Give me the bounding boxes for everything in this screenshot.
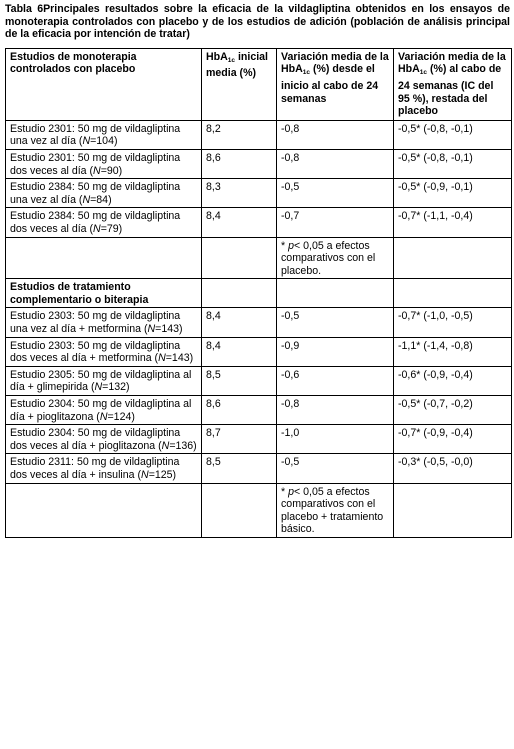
baseline-cell-value: 8,6 (206, 151, 221, 164)
change-cell (277, 396, 394, 425)
baseline-cell (202, 454, 277, 483)
study-description: Estudio 2304: 50 mg de vildagliptina al día + pioglitazona ( (10, 398, 192, 423)
diff-cell-value: -0,3* (-0,5, -0,0) (398, 456, 473, 469)
baseline-cell (202, 425, 277, 454)
n-value: =90) (100, 164, 123, 177)
empty-cell (202, 483, 277, 537)
header-change-sub: 1c (302, 69, 311, 77)
table-header-row (6, 48, 512, 120)
footnote-p: p (288, 239, 294, 252)
empty-cell (6, 237, 202, 279)
footnote-row (6, 237, 512, 279)
study-cell (6, 366, 202, 395)
study-description: Estudio 2384: 50 mg de vildagliptina dos veces al día ( (10, 210, 181, 235)
header-study-column (6, 48, 202, 120)
n-value: =124) (107, 410, 135, 423)
change-cell (277, 179, 394, 208)
footnote-p: p (288, 485, 294, 498)
change-cell-value: -0,9 (281, 339, 300, 352)
study-cell (6, 425, 202, 454)
header-baseline-column (202, 48, 277, 120)
n-value: =136) (169, 439, 197, 452)
study-cell (6, 208, 202, 237)
diff-cell (394, 208, 512, 237)
table-row (6, 425, 512, 454)
diff-cell (394, 366, 512, 395)
diff-cell-value: -0,5* (-0,8, -0,1) (398, 122, 473, 135)
empty-cell (394, 483, 512, 537)
n-value: =143) (155, 323, 183, 336)
table-row (6, 396, 512, 425)
study-description: Estudio 2305: 50 mg de vildagliptina al día + glimepirida ( (10, 368, 192, 394)
header-study-label: Estudios de monoterapia controlados con placebo (10, 50, 137, 76)
study-cell (6, 149, 202, 178)
baseline-cell-value: 8,3 (206, 181, 221, 194)
baseline-cell-value: 8,7 (206, 427, 221, 440)
footnote-marker: * (281, 485, 289, 498)
diff-cell (394, 337, 512, 366)
n-label: N (93, 222, 101, 235)
footnote-row (6, 483, 512, 537)
n-label: N (141, 469, 149, 481)
footnote-cell (277, 483, 394, 537)
n-label: N (158, 352, 166, 365)
baseline-cell (202, 308, 277, 337)
section-title-cell (6, 279, 202, 308)
diff-cell-value: -0,7* (-1,0, -0,5) (398, 310, 473, 323)
change-cell (277, 366, 394, 395)
empty-cell (394, 237, 512, 279)
table-row (6, 308, 512, 337)
n-label: N (161, 439, 170, 452)
n-label: N (99, 410, 108, 423)
diff-cell (394, 149, 512, 178)
change-cell (277, 337, 394, 366)
efficacy-table (5, 48, 512, 538)
footnote-text: < 0,05 a efectos comparativos con el placebo. (281, 239, 376, 277)
baseline-cell (202, 366, 277, 395)
table-row (6, 149, 512, 178)
diff-cell (394, 308, 512, 337)
header-change-pre: Variación media de la HbA (281, 50, 389, 76)
study-cell (6, 120, 202, 149)
study-description: Estudio 2384: 50 mg de vildagliptina una vez al día ( (10, 181, 181, 206)
n-label: N (93, 164, 101, 177)
change-cell-value: -0,5 (281, 310, 300, 323)
change-cell-value: -0,8 (281, 122, 300, 135)
footnote-text: < 0,05 a efectos comparativos con el placebo + tratamiento básico. (281, 485, 384, 536)
footnote-cell (277, 237, 394, 279)
change-cell (277, 454, 394, 483)
study-cell (6, 454, 202, 483)
n-value: =125) (148, 469, 177, 481)
table-row (6, 120, 512, 149)
header-diff-pre: Variación media de la HbA (398, 50, 506, 76)
study-description: Estudio 2303: 50 mg de vildagliptina dos veces al día + metformina ( (10, 339, 181, 365)
n-value: =132) (102, 381, 130, 394)
change-cell (277, 149, 394, 178)
header-diff-column (394, 48, 512, 120)
study-description: Estudio 2303: 50 mg de vildagliptina una vez al día + metformina ( (10, 310, 181, 336)
baseline-cell (202, 337, 277, 366)
change-cell-value: -0,7 (281, 210, 300, 223)
header-baseline-post: inicial media (%) (206, 50, 268, 80)
section-title: Estudios de tratamiento complementario o biterapia (10, 281, 149, 306)
baseline-cell-value: 8,4 (206, 339, 221, 352)
diff-cell (394, 396, 512, 425)
study-cell (6, 396, 202, 425)
diff-cell-value: -0,6* (-0,9, -0,4) (398, 368, 473, 381)
empty-cell (202, 237, 277, 279)
header-diff-sub: 1c (419, 69, 428, 77)
baseline-cell (202, 120, 277, 149)
change-cell-value: -0,5 (281, 456, 300, 469)
baseline-cell (202, 149, 277, 178)
table-row (6, 454, 512, 483)
empty-cell (394, 279, 512, 308)
change-cell-value: -0,5 (281, 181, 300, 194)
study-cell (6, 308, 202, 337)
study-description: Estudio 2301: 50 mg de vildagliptina una vez al día ( (10, 122, 181, 148)
empty-cell (277, 279, 394, 308)
change-cell-value: -0,6 (281, 368, 300, 381)
baseline-cell-value: 8,5 (206, 368, 221, 381)
diff-cell-value: -0,7* (-1,1, -0,4) (398, 210, 473, 223)
diff-cell (394, 120, 512, 149)
diff-cell-value: -0,5* (-0,9, -0,1) (398, 181, 473, 194)
empty-cell (202, 279, 277, 308)
change-cell-value: -1,0 (281, 427, 300, 440)
baseline-cell-value: 8,5 (206, 456, 221, 469)
n-value: =104) (90, 135, 118, 148)
study-cell (6, 337, 202, 366)
baseline-cell-value: 8,4 (206, 310, 221, 323)
diff-cell (394, 454, 512, 483)
empty-cell (6, 483, 202, 537)
baseline-cell-value: 8,4 (206, 210, 221, 223)
table-row (6, 337, 512, 366)
change-cell (277, 425, 394, 454)
table-row (6, 179, 512, 208)
header-change-column (277, 48, 394, 120)
change-cell (277, 308, 394, 337)
diff-cell-value: -0,7* (-0,9, -0,4) (398, 427, 473, 440)
study-cell (6, 179, 202, 208)
change-cell-value: -0,8 (281, 151, 300, 164)
baseline-cell-value: 8,2 (206, 122, 221, 135)
study-description: Estudio 2301: 50 mg de vildagliptina dos veces al día ( (10, 151, 181, 177)
table-row (6, 366, 512, 395)
n-label: N (82, 193, 91, 206)
header-change-post: (%) desde el inicio al cabo de 24 semanas (281, 63, 379, 105)
diff-cell-value: -0,5* (-0,8, -0,1) (398, 151, 473, 164)
table-caption: Tabla 6Principales resultados sobre la eficacia de la vildagliptina obtenidos en los ensayos de monoterapia controlados con placebo y de los estudios de adición (población de análisis principal de la eficacia por intención de tratar) (5, 3, 510, 41)
baseline-cell (202, 179, 277, 208)
diff-cell (394, 425, 512, 454)
table-row (6, 208, 512, 237)
header-diff-post: (%) al cabo de 24 semanas (IC del 95 %), restada del placebo (398, 63, 502, 118)
section-header-row (6, 279, 512, 308)
n-value: =84) (90, 193, 112, 206)
baseline-cell (202, 208, 277, 237)
header-baseline-sub: 1c (227, 56, 236, 64)
diff-cell (394, 179, 512, 208)
baseline-cell (202, 396, 277, 425)
study-description: Estudio 2311: 50 mg de vildagliptina dos veces al día + insulina ( (10, 456, 180, 481)
n-label: N (147, 323, 156, 336)
change-cell (277, 120, 394, 149)
n-label: N (94, 381, 103, 394)
baseline-cell-value: 8,6 (206, 398, 221, 411)
diff-cell-value: -0,5* (-0,7, -0,2) (398, 398, 473, 411)
change-cell-value: -0,8 (281, 398, 300, 411)
n-value: =79) (100, 222, 123, 235)
diff-cell-value: -1,1* (-1,4, -0,8) (398, 339, 473, 352)
change-cell (277, 208, 394, 237)
n-value: =143) (165, 352, 194, 365)
header-baseline-pre: HbA (206, 50, 228, 63)
footnote-marker: * (281, 239, 289, 252)
n-label: N (82, 135, 91, 148)
study-description: Estudio 2304: 50 mg de vildagliptina dos veces al día + pioglitazona ( (10, 427, 181, 452)
